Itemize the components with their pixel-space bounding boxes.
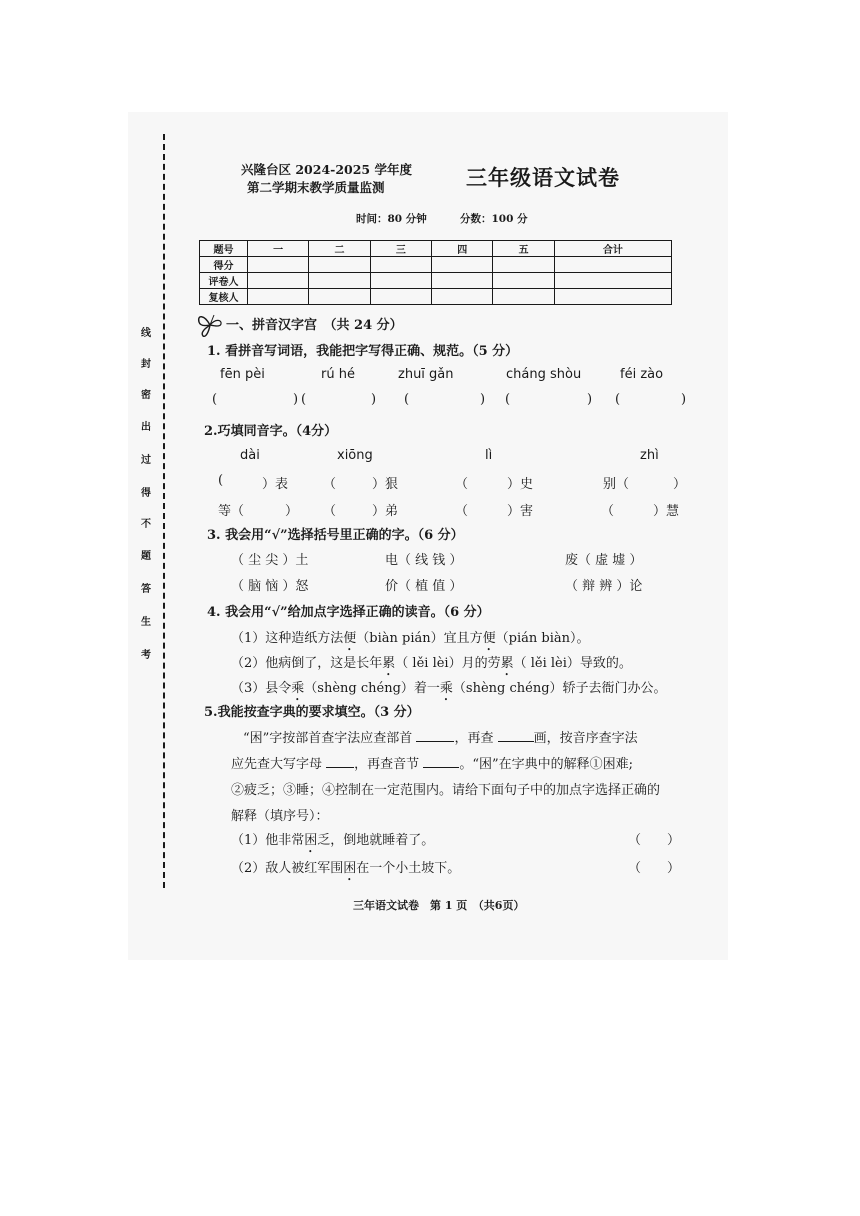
q1-pinyin: fēn pèi [220,367,265,382]
butterfly-icon [196,312,224,338]
q2-pinyin: dài [240,448,260,463]
binding-side-char: 不 [141,519,151,530]
score-table [199,240,672,305]
q2-text: ( [218,473,224,488]
q2-text: ）慧 [653,504,680,519]
answer-paren-open: ( [404,392,410,407]
binding-side-char: 答 [141,584,151,595]
table-header-cell: 三 [370,241,431,257]
q2-text: （ [601,504,615,519]
q3-item: 废（ 虚 墟 ） [565,553,643,568]
question-3-title: 3. 我会用“√”选择括号里正确的字。（6 分） [207,528,464,543]
q3-item: （ 辩 辨 ）论 [565,579,643,594]
question-1-title: 1. 看拼音写词语，我能把字写得正确、规范。（5 分） [207,344,519,359]
table-header-cell: 题号 [200,241,248,257]
answer-paren-close: ) [371,392,377,407]
question-4-title: 4. 我会用“√”给加点字选择正确的读音。（6 分） [207,605,490,620]
q2-text: ） [673,477,687,492]
binding-side-char: 线 [141,328,151,339]
answer-paren-open: ( [212,392,218,407]
page-footer: 三年语文试卷 第 1 页 （共6页） [353,899,525,912]
q2-text: ）害 [507,504,534,519]
table-header-cell: 二 [309,241,370,257]
answer-paren-open: ( [615,392,621,407]
binding-side-char: 题 [141,551,151,562]
binding-side-char: 考 [141,650,151,661]
q2-text: 别（ [603,477,630,492]
q2-text: ）表 [262,477,289,492]
binding-side-char: 生 [141,617,151,628]
answer-paren-close: ) [480,392,486,407]
q2-text: （ [455,477,469,492]
exam-region-year: 兴隆台区 2024-2025 学年度 [241,162,412,177]
binding-side-char: 封 [141,359,151,370]
q2-text: ）弟 [372,504,399,519]
answer-paren-open: ( [301,392,307,407]
table-header-row [200,241,672,257]
binding-side-char: 得 [141,488,151,499]
table-header-cell: 一 [248,241,309,257]
page-title: 三年级语文试卷 [466,165,620,190]
exam-time: 时间：80 分钟 [356,213,427,225]
q3-item: 价（ 植 值 ） [385,579,463,594]
q5-line-2: 应先查大写字母 ，再查音节 。“困”在字典中的解释①困难; [231,757,633,772]
table-row [200,257,672,273]
q2-text: ）史 [507,477,534,492]
q3-item: 电（ 线 钱 ） [385,553,463,568]
q5-sentence-1: （1）他非常困乏，倒地就睡着了。 [231,833,435,848]
q2-pinyin: zhì [640,448,659,463]
answer-paren: （ ） [628,861,681,876]
table-row-label: 复核人 [200,289,248,305]
answer-paren-open: ( [505,392,511,407]
binding-side-char: 过 [141,455,151,466]
table-row-label: 得分 [200,257,248,273]
section-title: 一、拼音汉字宫 （共 24 分） [226,318,403,333]
q5-line-3: ②疲乏；③睡；④控制在一定范围内。请给下面句子中的加点字选择正确的 [231,783,661,798]
q2-pinyin: xiōng [337,448,373,463]
q1-pinyin: rú hé [321,367,355,382]
answer-paren-close: ) [293,392,299,407]
question-2-title: 2.巧填同音字。（4分） [204,424,338,439]
q2-text: ）狠 [372,477,399,492]
table-row [200,289,672,305]
q2-text: 等（ [218,504,245,519]
q3-item: （ 脑 恼 ）怒 [231,579,309,594]
answer-paren: （ ） [628,833,681,848]
q3-item: （ 尘 尖 ）土 [231,553,309,568]
binding-dashed-line [163,134,165,888]
q4-sentence-2: （2）他病倒了，这是长年累（ lěi lèi）月的劳累（ lěi lèi）导致的。 [231,656,632,671]
binding-side-char: 密 [141,390,151,401]
q2-text: （ [455,504,469,519]
q4-sentence-3: （3）县令乘（shèng chéng）着一乘（shèng chéng）轿子去衙门办公。 [231,681,667,696]
table-header-cell: 五 [493,241,554,257]
table-row [200,273,672,289]
table-row-label: 评卷人 [200,273,248,289]
q5-sentence-2: （2）敌人被红军围困在一个小土坡下。 [231,861,461,876]
q5-line-4: 解释（填序号）： [231,809,329,824]
q2-text: （ [323,504,337,519]
q1-pinyin: cháng shòu [506,367,582,382]
q4-sentence-1: （1）这种造纸方法便（biàn pián）宜且方便（pián biàn）。 [231,631,590,646]
q2-pinyin: lì [485,448,493,463]
q1-pinyin: féi zào [620,367,664,382]
answer-paren-close: ) [587,392,593,407]
table-header-cell: 合计 [554,241,671,257]
binding-side-char: 出 [141,422,151,433]
q5-line-1: “困”字按部首查字法应查部首 ，再查 画，按音序查字法 [243,731,638,746]
exam-total-score: 分数：100 分 [460,213,528,225]
table-header-cell: 四 [432,241,493,257]
answer-paren-close: ) [681,392,687,407]
q2-text: （ [323,477,337,492]
q1-pinyin: zhuī gǎn [398,367,454,382]
exam-term-title: 第二学期末教学质量监测 [247,180,385,195]
q2-text: ） [285,504,299,519]
question-5-title: 5.我能按查字典的要求填空。（3 分） [204,705,420,720]
